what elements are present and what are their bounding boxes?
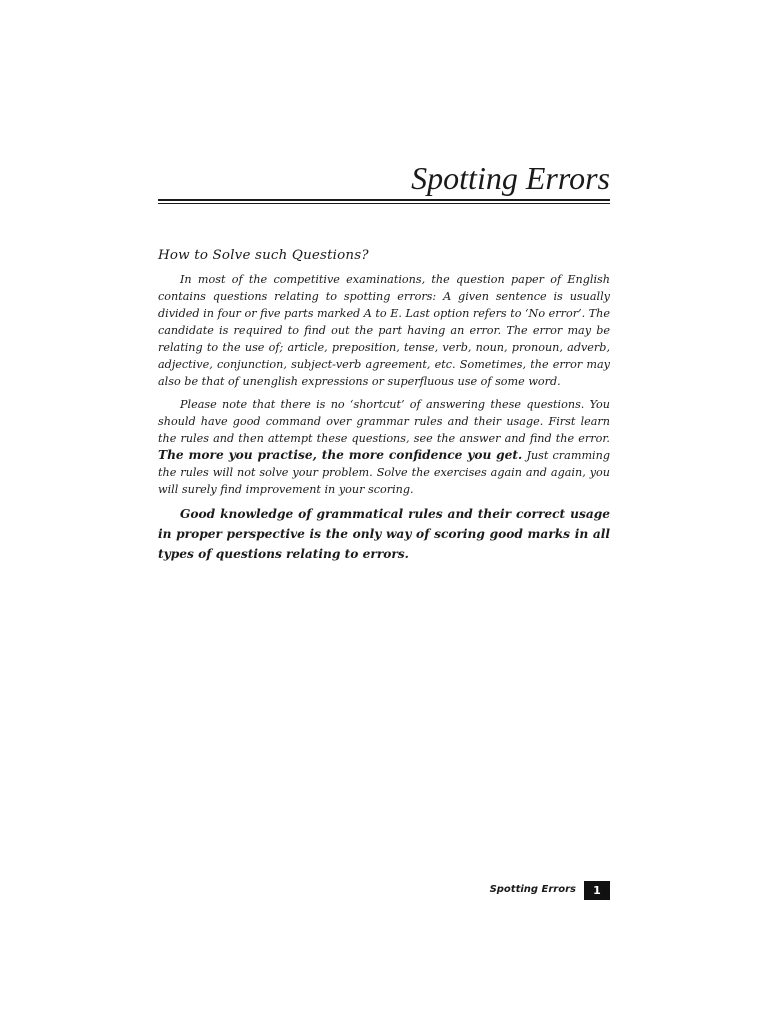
paragraph-advice-emphasis: The more you practise, the more confidence you get.	[158, 448, 523, 462]
page-number: 1	[584, 881, 610, 900]
footer-running-title: Spotting Errors	[489, 884, 576, 895]
paragraph-advice	[158, 396, 610, 498]
paragraph-advice-end: Just cramming the rules will not solve your problem. Solve the exercises again and again, you will surely find improvement in your scoring.	[158, 449, 610, 496]
closing-statement: Good knowledge of grammatical rules and their correct usage in proper perspective is the only way of scoring good marks in all types of questions relating to errors.	[158, 507, 610, 561]
body-content	[158, 245, 610, 564]
title-divider	[158, 199, 610, 204]
page-footer	[430, 881, 610, 901]
paragraph-advice-start: Please note that there is no ‘shortcut’ of answering these questions. You should have good command over grammar rules and their usage. First learn the rules and then attempt these questions, see the answer and find the error.	[158, 398, 610, 445]
section-heading: How to Solve such Questions?	[158, 248, 369, 263]
chapter-title: Spotting Errors	[411, 160, 610, 196]
paragraph-intro: In most of the competitive examinations, the question paper of English contains questions relating to spotting errors: A given sentence is usually divided in four or five parts marked A to E. Last option refers to ‘No error’. The candidate is required to find out the part having an error. The error may be relating to the use of; article, preposition, tense, verb, noun, pronoun, adverb, adjective, conjunction, subject-verb agreement, etc. Sometimes, the error may also be that of unenglish expressions or superfluous use of some word.	[158, 273, 610, 388]
